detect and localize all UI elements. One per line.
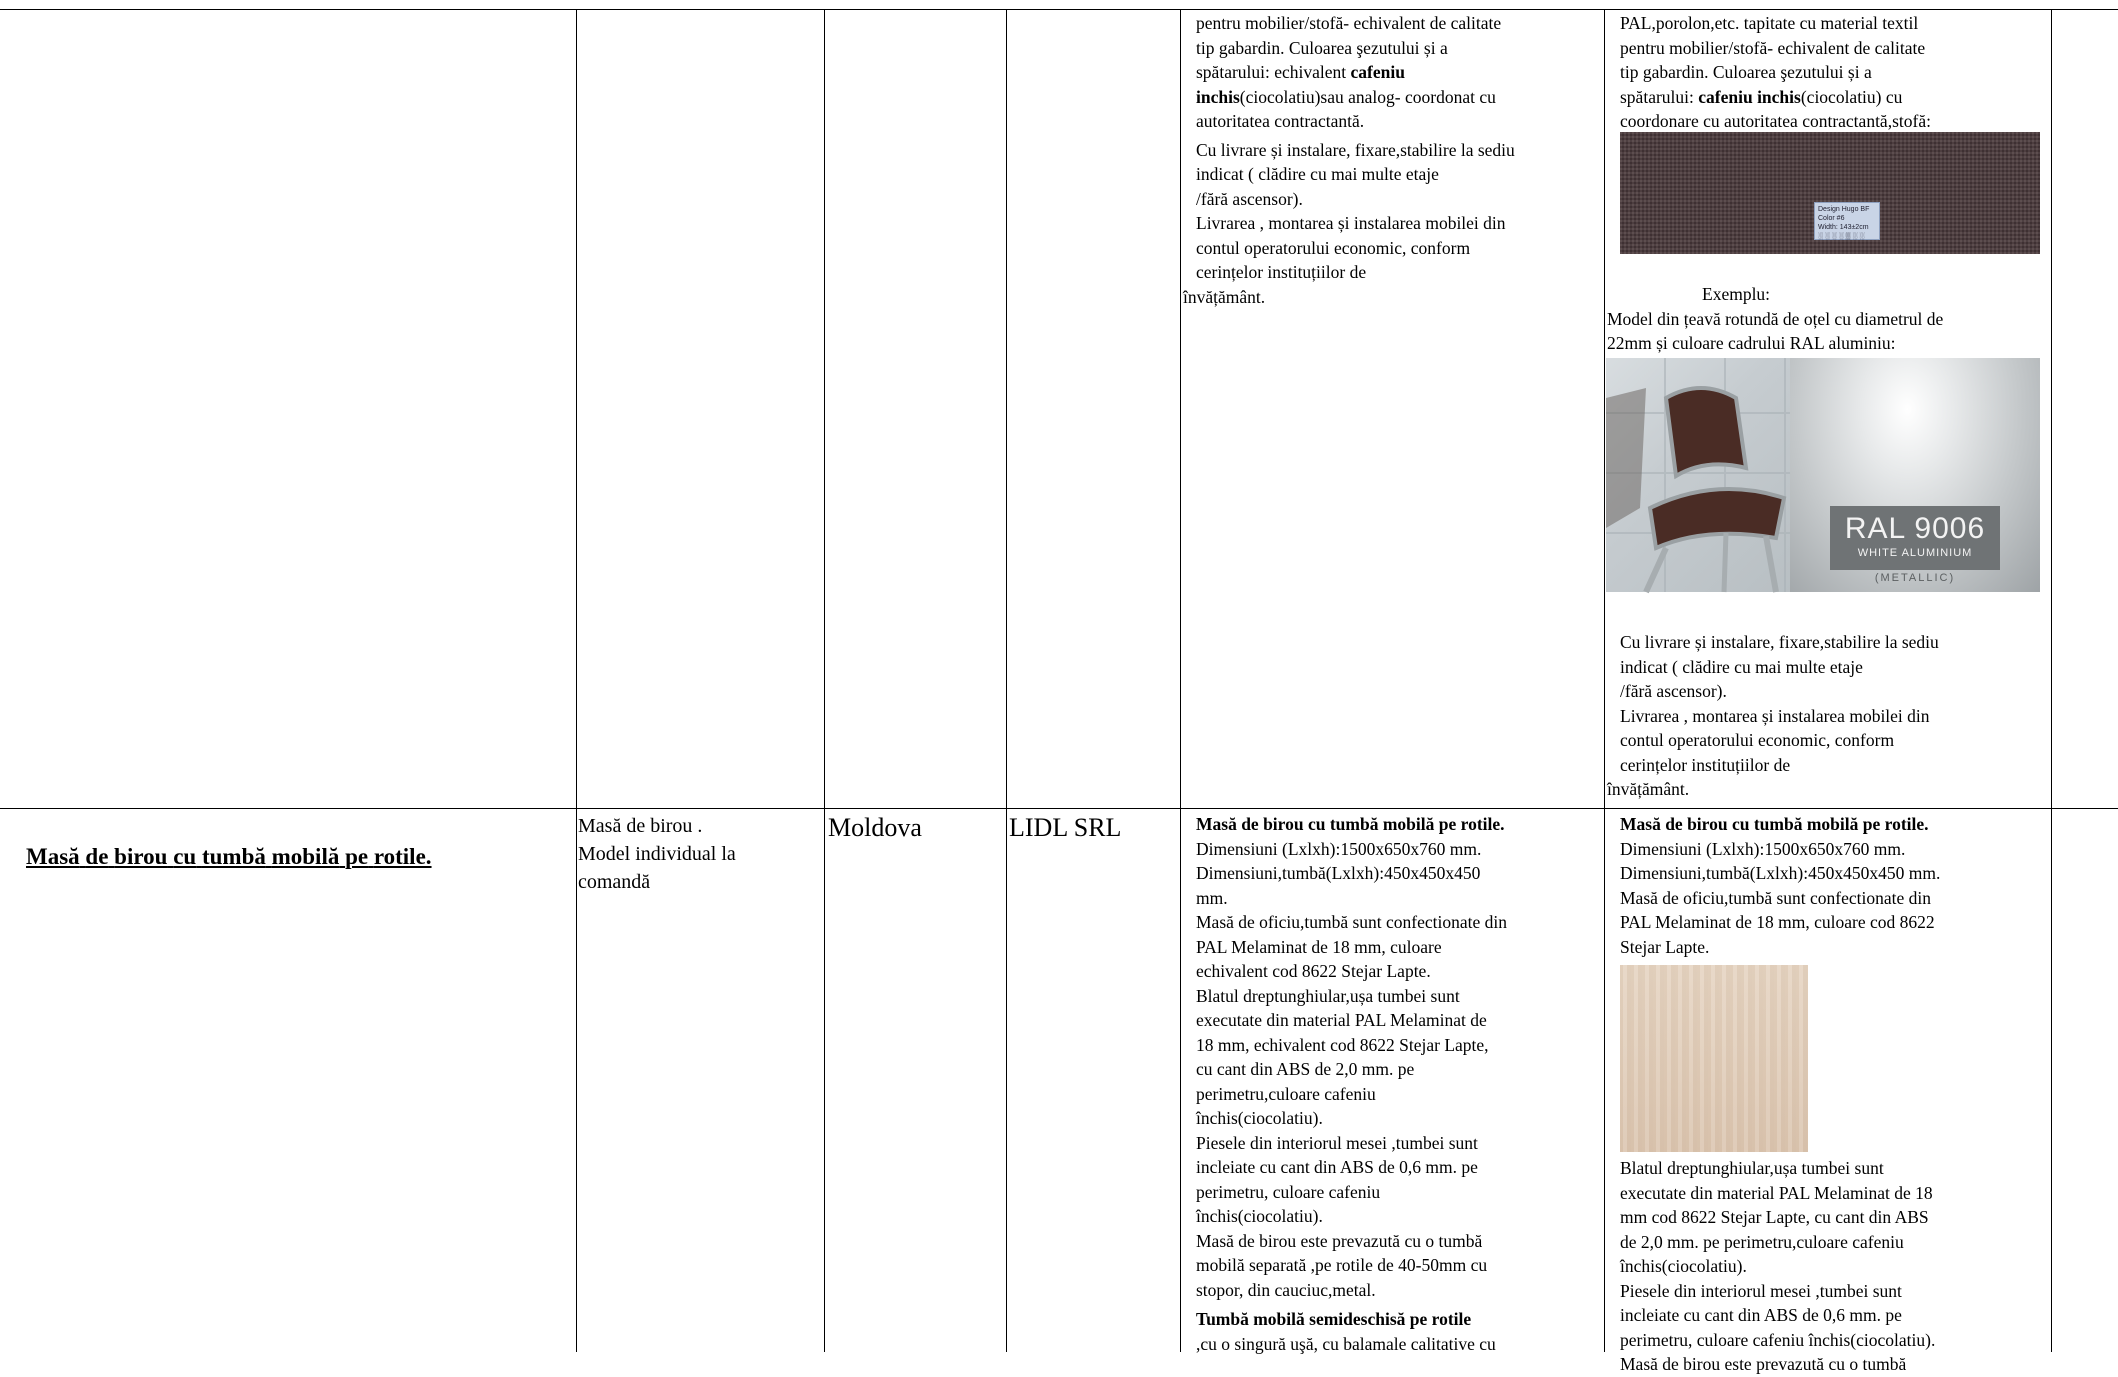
offer-line: Piesele din interiorul mesei ,tumbei sunt xyxy=(1620,1280,1902,1301)
title-word: pe xyxy=(345,844,369,869)
fabric-label-line: Width: 143±2cm xyxy=(1818,224,1869,231)
spec-line: perimetru,culoare cafeniu xyxy=(1196,1083,1376,1104)
spec-line: pentru mobilier/stofă- echivalent de calitate xyxy=(1196,13,1502,33)
spec-line: mm. xyxy=(1196,887,1228,908)
spec-line: incleiate cu cant din ABS de 0,6 mm. pe xyxy=(1196,1157,1478,1177)
table-top-border xyxy=(0,9,2118,10)
spec-line: PAL Melaminat de 18 mm, culoare xyxy=(1196,936,1442,957)
spec-line: spătarului: echivalent xyxy=(1196,62,1351,82)
supplier-value: LIDL SRL xyxy=(1009,813,1122,842)
spec-delivery-line: cerințelor instituțiilor de xyxy=(1196,262,1367,282)
column-border xyxy=(2051,9,2052,1352)
spec-delivery-line: contul operatorului economic, conform xyxy=(1196,237,1471,258)
ral-type: (METALLIC) xyxy=(1874,572,1956,584)
offer-line: Masă de birou este prevazută cu o tumbă xyxy=(1620,1354,1907,1374)
offer-bold: cafeniu inchis xyxy=(1698,86,1801,107)
title-word: rotile. xyxy=(373,844,432,869)
spec-line: perimetru, culoare cafeniu xyxy=(1196,1181,1381,1202)
description-line: comandă xyxy=(578,871,651,893)
offer-line: Dimensiuni,tumbă(Lxlxh):450x450x450 mm. xyxy=(1620,863,1941,883)
fabric-label-line: ░ ░ ░ ░ ▒ ░ ░ xyxy=(1818,233,1865,240)
row-separator xyxy=(0,808,2118,809)
spec-line: Piesele din interiorul mesei ,tumbei sunt xyxy=(1196,1132,1478,1153)
offer-line: PAL Melaminat de 18 mm, culoare cod 8622 xyxy=(1620,912,1935,932)
offer-line: executate din material PAL Melaminat de 18 xyxy=(1620,1182,1933,1203)
offer-line: incleiate cu cant din ABS de 0,6 mm. pe xyxy=(1620,1305,1902,1325)
offer-delivery-line: contul operatorului economic, conform xyxy=(1620,730,1895,750)
column-border xyxy=(1604,9,1605,1352)
spec-delivery-line: Livrarea , montarea și instalarea mobilei din xyxy=(1196,213,1506,233)
spec-line: cu cant din ABS de 2,0 mm. pe xyxy=(1196,1059,1415,1079)
spec-subheading: Tumbă mobilă semideschisă pe rotile xyxy=(1196,1309,1472,1329)
description-line: Masă de birou . xyxy=(578,815,703,837)
fabric-swatch-image xyxy=(1620,132,2040,254)
spec-line: închis(ciocolatiu). xyxy=(1196,1206,1323,1226)
row2-supplier-cell xyxy=(1009,812,1179,852)
spec-line: stopor, din cauciuc,metal. xyxy=(1196,1279,1376,1300)
title-word: Masă xyxy=(26,844,80,869)
row2-offer-top-cell xyxy=(1607,812,2049,957)
offer-line: coordonare cu autoritatea contractantă,stofă: xyxy=(1620,111,1931,131)
spec-line: (ciocolatiu)sau analog- coordonat cu xyxy=(1239,86,1496,107)
offer-heading: Masă de birou cu tumbă mobilă pe rotile. xyxy=(1620,814,1929,834)
ral-color-image xyxy=(1790,358,2040,592)
offer-delivery-line: indicat ( clădire cu mai multe etaje xyxy=(1620,656,1863,677)
spec-line: ,cu o singură uşă, cu balamale calitative cu xyxy=(1196,1333,1496,1354)
product-title xyxy=(26,842,574,872)
spec-line: tip gabardin. Culoarea şezutului și a xyxy=(1196,37,1448,58)
title-word: cu xyxy=(173,844,197,869)
wood-swatch-image xyxy=(1620,965,1808,1152)
row2-offer-bottom-cell xyxy=(1607,1156,2049,1374)
spec-bold: inchis xyxy=(1196,86,1240,107)
column-border xyxy=(1180,9,1181,1352)
spec-delivery-line: Cu livrare și instalare, fixare,stabilire la sediu xyxy=(1196,139,1515,160)
row2-description-cell xyxy=(578,812,822,902)
offer-line: mm cod 8622 Stejar Lapte, cu cant din ABS xyxy=(1620,1207,1929,1227)
title-word: birou xyxy=(114,844,168,869)
offer-delivery-line: /fără ascensor). xyxy=(1620,681,1727,701)
ral-name: WHITE ALUMINIUM xyxy=(1857,547,1973,559)
spec-line: Masă de oficiu,tumbă sunt confectionate din xyxy=(1196,912,1508,932)
spec-delivery-line: /fără ascensor). xyxy=(1196,188,1303,209)
chair-icon xyxy=(1606,358,1790,592)
chair-photo xyxy=(1606,358,1790,592)
offer-line: închis(ciocolatiu). xyxy=(1620,1256,1747,1276)
column-border xyxy=(576,9,577,1352)
row2-spec-cell xyxy=(1183,812,1601,1352)
title-word: de xyxy=(85,844,109,869)
fabric-label-line: Design Hugo BF xyxy=(1818,206,1870,213)
row1-example-cell xyxy=(1607,282,2049,360)
spec-line: închis(ciocolatiu). xyxy=(1196,1108,1323,1128)
fabric-label-line: Color #6 xyxy=(1818,215,1845,222)
spec-line: autoritatea contractantă. xyxy=(1196,111,1365,131)
row2-title-cell xyxy=(26,842,574,882)
example-text-line: Model din țeavă rotundă de oțel cu diametrul de xyxy=(1607,308,1944,329)
spec-line: Dimensiuni (Lxlxh):1500x650x760 mm. xyxy=(1196,838,1482,859)
offer-line: (ciocolatiu) cu xyxy=(1800,86,1903,107)
spec-delivery-line: învățământ. xyxy=(1183,286,1266,307)
fabric-swatch-label xyxy=(1814,202,1880,240)
offer-line: Stejar Lapte. xyxy=(1620,936,1710,957)
offer-line: Masă de oficiu,tumbă sunt confectionate din xyxy=(1620,887,1932,908)
offer-line: tip gabardin. Culoarea şezutului și a xyxy=(1620,62,1872,82)
offer-delivery-line: Cu livrare și instalare, fixare,stabilire la sediu xyxy=(1620,632,1939,652)
spec-line: echivalent cod 8622 Stejar Lapte. xyxy=(1196,961,1431,981)
spec-line: 18 mm, echivalent cod 8622 Stejar Lapte, xyxy=(1196,1034,1489,1055)
ral-number: RAL 9006 xyxy=(1844,512,1986,545)
row1-spec-cell xyxy=(1183,11,1601,331)
spec-heading: Masă de birou cu tumbă mobilă pe rotile. xyxy=(1196,814,1505,834)
row1-offer-delivery-cell xyxy=(1607,630,2049,808)
offer-delivery-line: Livrarea , montarea și instalarea mobilei din xyxy=(1620,705,1930,726)
title-word: tumbă xyxy=(201,844,266,869)
offer-delivery-line: învățământ. xyxy=(1607,779,1690,799)
spec-bold: cafeniu xyxy=(1350,62,1405,82)
row2-country-cell xyxy=(828,812,1004,852)
description-line: Model individual la xyxy=(578,843,736,865)
offer-line: spătarului: xyxy=(1620,86,1699,107)
column-border xyxy=(1006,9,1007,1352)
country-value: Moldova xyxy=(828,813,922,842)
column-border xyxy=(824,9,825,1352)
offer-line: de 2,0 mm. pe perimetru,culoare cafeniu xyxy=(1620,1231,1904,1252)
offer-line: perimetru, culoare cafeniu închis(ciocolatiu). xyxy=(1620,1329,1936,1350)
example-text-line: 22mm și culoare cadrului RAL aluminiu: xyxy=(1607,333,1896,353)
offer-delivery-line: cerințelor instituțiilor de xyxy=(1620,754,1791,775)
spec-line: mobilă separată ,pe rotile de 40-50mm cu xyxy=(1196,1255,1488,1275)
spec-line: Blatul dreptunghiular,ușa tumbei sunt xyxy=(1196,985,1460,1006)
spec-line: Masă de birou este prevazută cu o tumbă xyxy=(1196,1230,1483,1251)
spec-line: executate din material PAL Melaminat de xyxy=(1196,1010,1487,1030)
spec-delivery-line: indicat ( clădire cu mai multe etaje xyxy=(1196,164,1439,184)
spec-line: Dimensiuni,tumbă(Lxlxh):450x450x450 xyxy=(1196,863,1481,883)
title-word: mobilă xyxy=(271,844,340,869)
offer-line: pentru mobilier/stofă- echivalent de calitate xyxy=(1620,37,1926,58)
ral-label-box xyxy=(1830,506,2000,570)
offer-line: Dimensiuni (Lxlxh):1500x650x760 mm. xyxy=(1620,838,1906,859)
offer-line: PAL,porolon,etc. tapitate cu material textil xyxy=(1620,13,1919,33)
row1-offer-cell xyxy=(1607,11,2049,133)
example-label: Exemplu: xyxy=(1702,284,1771,304)
offer-line: Blatul dreptunghiular,ușa tumbei sunt xyxy=(1620,1158,1884,1178)
